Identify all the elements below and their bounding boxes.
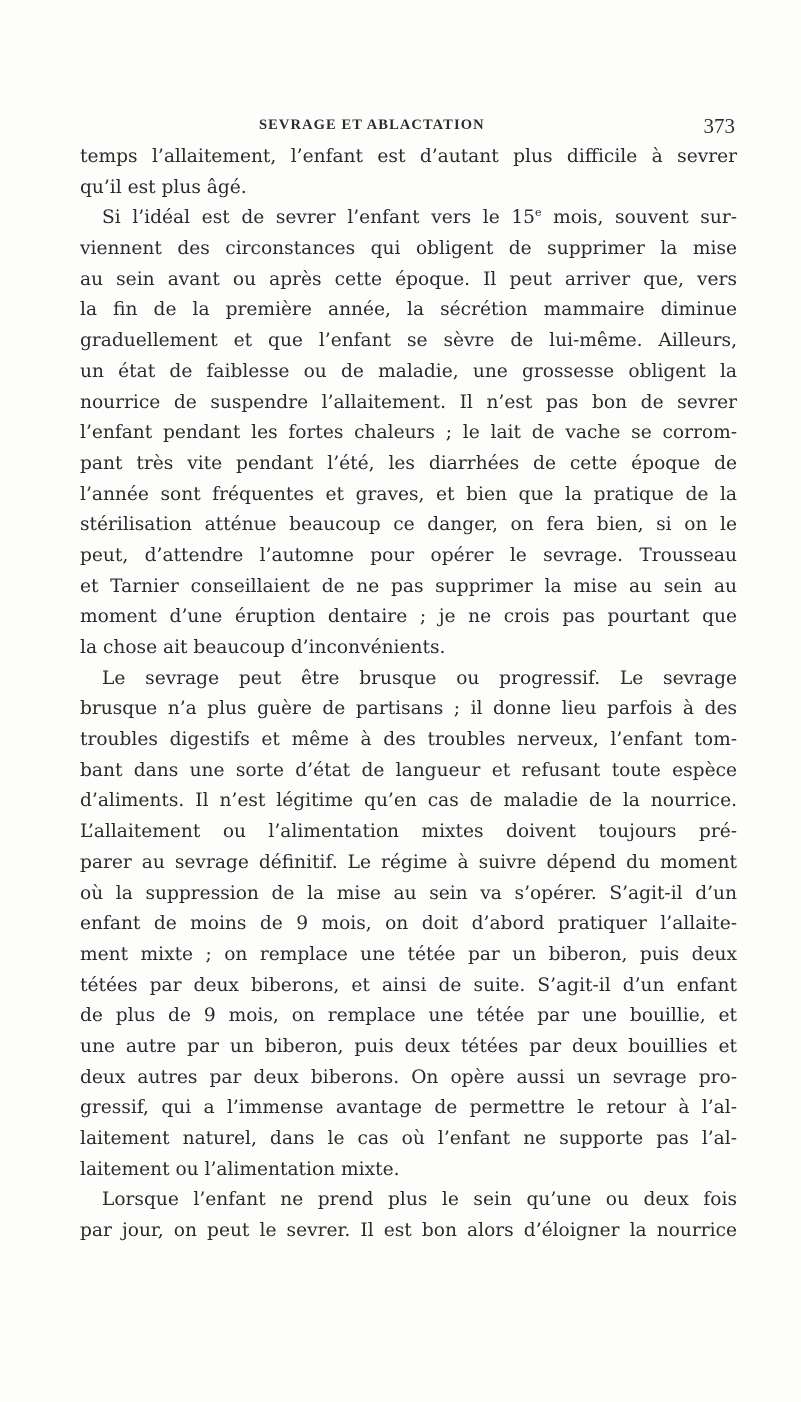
text-line: laitement naturel, dans le cas où l’enfant ne supporte pas l’al- <box>80 1128 737 1149</box>
text-line: et Tarnier conseillaient de ne pas supprimer la mise au sein au <box>80 575 737 597</box>
text-line: temps l’allaitement, l’enfant est d’autant plus difficile à sevrer <box>80 146 737 167</box>
text-line: parer au sevrage définitif. Le régime à suivre dépend du moment <box>80 851 737 873</box>
text-line: tétées par deux biberons, et ainsi de suite. S’agit-il d’un enfant <box>80 974 737 996</box>
text-line-with-superscript: Si l’idéal est de sevrer l’enfant vers le 15e mois, souvent sur- <box>102 206 737 229</box>
text-line: un état de faiblesse ou de maladie, une grossesse obligent la <box>80 360 737 382</box>
text-line: bant dans une sorte d’état de langueur et refusant toute espèce <box>80 759 737 781</box>
text-line: par jour, on peut le sevrer. Il est bon alors d’éloigner la nourrice <box>80 1220 737 1242</box>
text-line: graduellement et que l’enfant se sèvre de lui-même. Ailleurs, <box>80 330 737 352</box>
body-text <box>80 142 737 1247</box>
text-line: peut, d’attendre l’automne pour opérer le sevrage. Trousseau <box>80 544 737 566</box>
text-line: L’allaitement ou l’alimentation mixtes doivent toujours pré- <box>80 821 737 843</box>
text-line: Le sevrage peut être brusque ou progressif. Le sevrage <box>102 667 737 689</box>
text-line: de plus de 9 mois, on remplace une tétée par une bouillie, et <box>80 1005 737 1027</box>
text-line: ment mixte ; on remplace une tétée par un biberon, puis deux <box>80 943 737 965</box>
text-line: pant très vite pendant l’été, les diarrhées de cette époque de <box>80 452 737 474</box>
text-line: brusque n’a plus guère de partisans ; il donne lieu parfois à des <box>80 698 737 720</box>
text-line: d’aliments. Il n’est légitime qu’en cas de maladie de la nourrice. <box>80 790 737 812</box>
text-line: où la suppression de la mise au sein va s’opérer. S’agit-il d’un <box>80 882 737 904</box>
text-line: troubles digestifs et même à des troubles nerveux, l’enfant tom- <box>80 729 737 751</box>
text-line: qu’il est plus âgé. <box>80 176 247 198</box>
text-line: deux autres par deux biberons. On opère aussi un sevrage pro- <box>80 1066 737 1088</box>
text-line: moment d’une éruption dentaire ; je ne crois pas pourtant que <box>80 606 737 628</box>
page-header <box>259 115 735 139</box>
text-line: viennent des circonstances qui obligent de supprimer la mise <box>80 238 737 260</box>
text-line: enfant de moins de 9 mois, on doit d’abord pratiquer l’allaite- <box>80 913 737 935</box>
text-line: l’enfant pendant les fortes chaleurs ; le lait de vache se corrom- <box>80 422 737 444</box>
text-line: l’année sont fréquentes et graves, et bien que la pratique de la <box>80 483 737 505</box>
text-line: stérilisation atténue beaucoup ce danger, on fera bien, si on le <box>80 514 737 536</box>
text-line: la fin de la première année, la sécrétion mammaire diminue <box>80 299 737 321</box>
page-number: 373 <box>703 114 735 138</box>
text-line: la chose ait beaucoup d’inconvénients. <box>80 637 446 658</box>
text-line: Lorsque l’enfant ne prend plus le sein qu’une ou deux fois <box>102 1189 737 1211</box>
text-line: nourrice de suspendre l’allaitement. Il n’est pas bon de sevrer <box>80 391 737 413</box>
text-line: une autre par un biberon, puis deux tétées par deux bouillies et <box>80 1035 737 1057</box>
text-line: gressif, qui a l’immense avantage de permettre le retour à l’al- <box>80 1097 737 1119</box>
running-head: SEVRAGE ET ABLACTATION <box>259 117 485 133</box>
text-line: au sein avant ou après cette époque. Il peut arriver que, vers <box>80 268 737 290</box>
text-line: laitement ou l’alimentation mixte. <box>80 1158 400 1180</box>
